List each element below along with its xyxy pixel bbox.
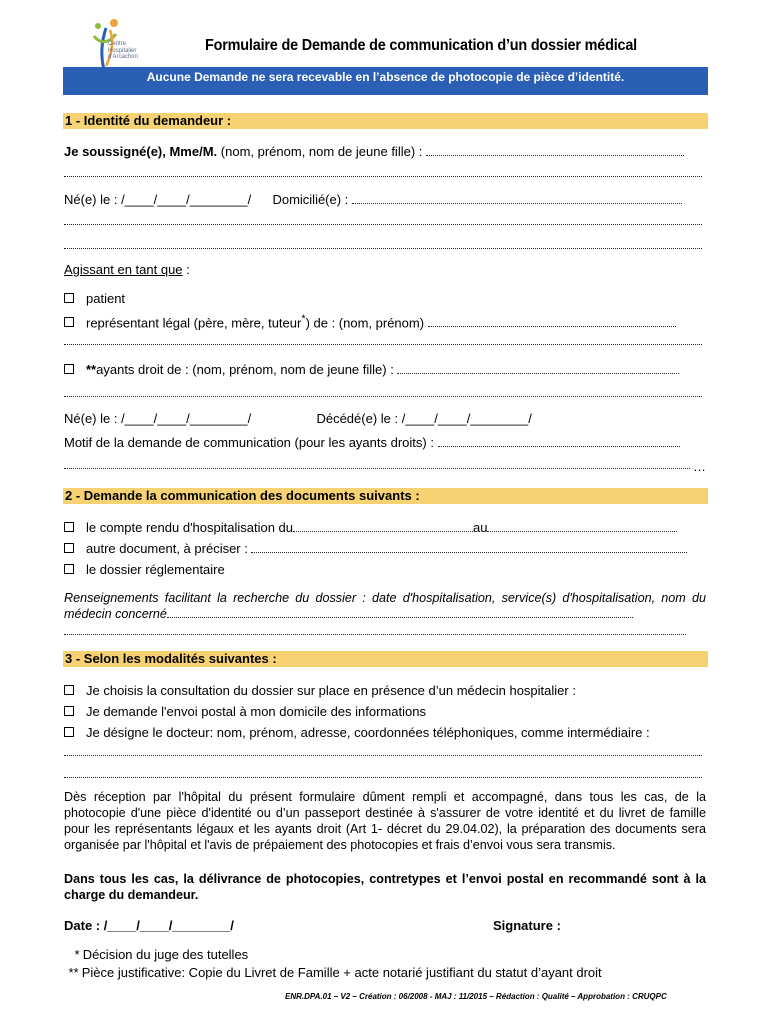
note-piece-justificative [68,965,602,981]
renseignements-field[interactable] [167,606,633,618]
compte-rendu-from-field[interactable] [293,520,473,532]
checkbox-compte-rendu[interactable] [64,522,74,532]
compte-rendu-to-field[interactable] [487,520,677,532]
docteur-field-2[interactable] [64,767,702,778]
checkbox-autre-document[interactable] [64,543,74,553]
autre-document-field[interactable] [251,541,687,553]
renseignements-field-continued[interactable] [64,624,686,635]
representant-field-continued[interactable] [64,334,702,345]
renseignements-label: Renseignements facilitant la recherche du dossier : date d'hospitalisation, service(s) d'hospitalisation, nom du médecin concerné [64,591,706,621]
docteur-label: Je désigne le docteur: nom, prénom, adresse, coordonnées téléphoniques, comme intermédiaire : [86,725,650,740]
representant-field[interactable] [428,315,676,327]
checkbox-consultation[interactable] [64,685,74,695]
dossier-reglementaire-label: le dossier réglementaire [86,562,225,577]
option-dossier-reglementaire [64,562,225,578]
option-autre-document [64,541,687,557]
compte-rendu-label: le compte rendu d'hospitalisation du [86,520,294,535]
soussigne-hint: (nom, prénom, nom de jeune fille) : [220,144,423,159]
logo-text: Centre Hospitalier d'Arcachon [108,41,138,60]
option-envoi-postal [64,704,426,720]
agissant-line [64,262,190,278]
soussigne-line [64,144,684,160]
note-2-text: Pièce justificative: Copie du Livret de Famille + acte notarié justifiant du statut d’ayant droit [81,965,602,980]
ayants-asterisk: ** [86,362,97,377]
agissant-colon: : [182,262,190,277]
signature-label: Signature : [493,918,561,933]
name-field[interactable] [426,144,684,156]
autre-document-label: autre document, à préciser : [86,541,248,556]
name-field-continued[interactable] [64,166,702,177]
option-ayants-droit [64,362,679,378]
motif-field-continued[interactable] [64,458,690,469]
checkbox-dossier-reglementaire[interactable] [64,564,74,574]
option-representant-rest: ) de : (nom, prénom) [305,315,425,331]
birth-date-field-2[interactable]: Né(e) le : /____/____/________/ [64,411,252,426]
renseignements-text [64,590,706,622]
checkbox-patient[interactable] [64,293,74,303]
ayants-field[interactable] [397,362,679,374]
section-1-heading: 1 - Identité du demandeur : [63,113,708,129]
identity-warning-banner: Aucune Demande ne sera recevable en l’absence de photocopie de pièce d’identité. [63,67,708,95]
death-date-field[interactable]: Décédé(e) le : /____/____/________/ [316,411,532,426]
domicile-field-continued-1[interactable] [64,214,702,225]
note-1-text: Décision du juge des tutelles [82,947,249,962]
birth-date-field[interactable]: Né(e) le : /____/____/________/ [64,192,252,207]
representant-asterisk: * [301,313,306,325]
option-compte-rendu [64,520,677,536]
option-patient [64,291,125,307]
option-consultation [64,683,576,699]
note-2-asterisk: ** [68,965,79,980]
checkbox-docteur[interactable] [64,727,74,737]
envoi-postal-label: Je demande l'envoi postal à mon domicile des informations [86,704,426,719]
consultation-label: Je choisis la consultation du dossier sur place en présence d’un médecin hospitalier : [86,683,576,698]
option-representant [64,311,676,331]
soussigne-label: Je soussigné(e), Mme/M. [64,144,218,159]
birth-death-line [64,411,532,427]
checkbox-ayants-droit[interactable] [64,364,74,374]
domicile-field-continued-2[interactable] [64,238,702,249]
docteur-field-1[interactable] [64,745,702,756]
checkbox-envoi-postal[interactable] [64,706,74,716]
domicile-label: Domicilié(e) : [272,192,349,207]
delivrance-paragraph: Dans tous les cas, la délivrance de photocopies, contretypes et l’envoi postal en recommandé sont à la charge du demandeur. [64,872,706,902]
option-ayants-label: ayants droit de : (nom, prénom, nom de jeune fille) : [96,362,394,377]
motif-ellipsis: … [693,459,706,474]
compte-rendu-au: au [473,520,488,535]
note-1-asterisk: * [74,947,80,962]
birth-domicile-line [64,192,682,208]
motif-line [64,435,680,451]
section-3-heading: 3 - Selon les modalités suivantes : [63,651,708,667]
reception-paragraph: Dès réception par l'hôpital du présent formulaire dûment rempli et accompagné, dans tous les cas, de la photocopie d'une pièce d'identité ou d’un passeport destinée à s'assurer de votre identité et du livret de famille pour les représentants légaux et les ayants droit (Art 1- décret du 29.04.02), la préparation des documents sera organisée par l'hôpital et l'avis de prépaiement des photocopies et frais d’envoi vous sera transmis. [64,790,706,852]
option-representant-label: représentant légal (père, mère, tuteur [86,315,302,331]
agissant-label: Agissant en tant que [64,262,183,277]
ayants-field-continued[interactable] [64,386,702,397]
form-title: Formulaire de Demande de communication d’un dossier médical [205,37,637,54]
option-patient-label: patient [86,291,126,306]
domicile-field[interactable] [352,192,682,204]
checkbox-representant[interactable] [64,317,74,327]
date-field[interactable]: Date : /____/____/________/ [64,918,234,933]
motif-field[interactable] [438,435,680,447]
note-tutelle [74,947,248,963]
section-2-heading: 2 - Demande la communication des documents suivants : [63,488,708,504]
option-docteur [64,725,650,741]
document-footer: ENR.DPA.01 – V2 – Création : 06/2008 - MAJ : 11/2015 – Rédaction : Qualité – Approbation : CRUQPC [285,992,667,1001]
motif-label: Motif de la demande de communication (pour les ayants droits) : [64,435,434,450]
